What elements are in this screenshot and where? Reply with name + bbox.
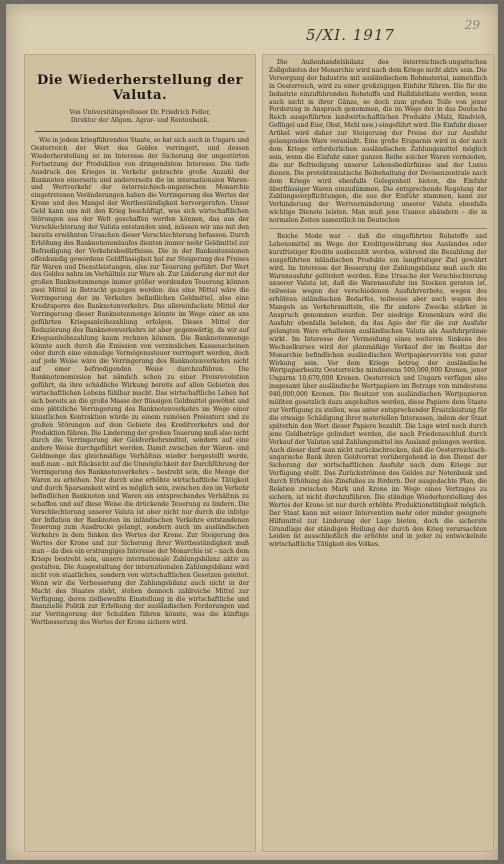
scrapbook-page	[6, 4, 498, 860]
article-author: Von Universitätsprofessor Dr. Friedrich Feller,	[69, 109, 211, 116]
paragraph: Die Außenhandelsbilanz des österreichisch-ungarischen Zollgebietes der Monarchie wird nach dem Kriege nicht aktiv sein. Die Versorgung der Industrie mit ausländischem Rohmaterial, namentlich in Oesterreich, wird zu einer großzügigen Einfuhr führen. Die für die Industrie einzuführenden Rohstoffe und Halbfabrikate werden, wenn auch nicht in ihrer Gänze, so doch zum großen Teile von jener Forderung in Anspruch genommen, die im Wege der in das Deutsche Reich ausgeführten landwirtschaftlichen Produkte (Malz, Rindvieh, Geflügel und Eier, Obst, Mehl usw.) eingeführt wird. Die Einfuhr dieser Artikel wird daher zur Steigerung der Preise der zur Ausfuhr gelangenden Ware veranlaßt. Eine große Ersparnis wird in der nach dem Kriege erforderlichen ausländischen Zahlungsmittel möglich sein, wenn die Einfuhr einer ganzen Reihe solcher Waren vermieden, die zur Befriedigung unserer Lebensbedürfnisse und der Luxus dienen. Die protektionistische Beibehaltung der Devisenzentrale nach dem Kriege wird ebenfalls Gelegenheit bieten, die Einfuhr überflüssiger Waren einzudämmen. Die entsprechende Regelung der Zahlungsverpflichtungen, die aus der Einfuhr stammen, kann zur Verhinderung der Wertverminderung unserer Valuta ebenfalls wichtige Dienste leisten. Man muß jene Usance abändern – die in normalen Zeiten namentlich im Deutschen	[269, 59, 487, 225]
article-body-left	[31, 137, 249, 627]
newspaper-clipping-left	[24, 54, 256, 852]
newspaper-clipping-right	[262, 54, 494, 852]
article-title: Die Wiederherstellung der Valuta.	[36, 73, 244, 103]
title-rule	[35, 131, 245, 132]
article-author-title: Direktor der Allgem. Agrar- und Rentenbank.	[70, 117, 210, 124]
handwritten-date: 5/XI. 1917	[306, 26, 395, 44]
paragraph: Reiche Mode war – daß die eingeführten Rohstoffe und Lebensmittel im Wege der Kreditgewährung des Auslandes oder kurzfristiger Kredite ausbezahlt werden, während die Bezahlung der ausgeführten inländischen Produkte ein langfristiger Ziel gewährt wird. Im Interesse der Besserung der Zahlungsbilanz muß auch die Warenausfuhr gefördert werden. Eine Ursache der Verschlechterung unserer Valuta ist, daß die Warenausfuhr ins Stocken geraten ist, teilweise wegen der verschiedenen Ausfuhrverbote, wegen des erhöhten inländischen Bedarfes, teilweise aber auch wegen des Mangels an Verkehrsmitteln, die für andere Zwecke stärker in Anspruch genommen wurden. Der niedrige Kronenkurs wird die Ausfuhr ebenfalls beleben, da das Agio der für die zur Ausfuhr gelangten Ware erhaltenen ausländischen Valuta als Ausfuhrprämie wirkt. Im Interesse der Vermeidung eines weiteren Sinkens des Wechselkurses wird der planmäßige Verkauf der im Besitze der Monarchie befindlichen ausländischen Wertpapiervorräte von guter Wirkung sein. Vor dem Kriege betrug der ausländische Wertpapierbesitz Oesterreichs mindestens 500,000,000 Kronen, jener Ungarns 10,670,000 Kronen. Oesterreich und Ungarn verfügen also insgesamt über ausländische Wertpapiere im Betrage von mindestens 940,000,000 Kronen. Die Besitzer von ausländischen Wertpapieren müßten gesetzlich dazu angehalten werden, diese Papiere dem Staate zur Verfügung zu stellen, was unter entsprechender Ersatzleistung für die etwaige Schädigung ihrer materiellen Interessen, indem der Staat späterhin den Wert dieser Papiere bezahlt. Die Lage wird noch durch jene Geldbeträge gelindert werden, die nach Friedensschluß durch Verkauf der Valuten und Zahlungsmittel ins Ausland gelangen werden. Auch dieser darf man nicht zurückschrecken, daß die Oesterreichisch-ungarische Bank ihren Goldvorrat vorübergehend in den Dienst der Sicherung der wirtschaftlichen Ausfuhr nach dem Kriege zur Verfügung stellt. Das Zurückströmen des Geldes zur Notenbank und durch Erhöhung des Zinsfußes zu fördern. Der ausgedachte Plan, die Relation zwischen Mark und Krone im Wege eines Vertrages zu sichern, ist nicht durchzuführen. Die ständige Wiederherstellung des Wertes der Krone ist nur durch erhöhte Produktionstätigkeit möglich. Der Staat kann mit seiner Intervention mehr oder minder geeignete Hilfsmittel zur Linderung der Lage bieten, doch die sicherste Grundlage der ständigen Heilung der durch den Krieg verursachten Leiden ist ausschließlich die erhöhte und in jeder zu entwickelnde wirtschaftliche Tätigkeit des Volkes.	[269, 233, 487, 549]
page-number: 29	[464, 18, 480, 32]
paragraph: Wie in jedem kriegführenden Staate, so hat sich auch in Ungarn und Oesterreich der Wert des Geldes verringert, und dessen Wiederherstellung ist im Interesse der Sicherung der ungestörten Fortsetzung der Produktion von dringendstem Interesse. Die tiefe Ausdruck des Krieges in Verkehr gebrachte große Anzahl der Banknoten einerseits und andererseits die im internationalen Waren- und Wertverkehr der österreichisch-ungarischen Monarchie eingetretenen Veränderungen haben die Verringerung des Wertes der Krone und des Mangel der Wertbeständigkeit hervorgerufen. Unser Geld kann uns mit den Krieg beschäftigt, was sich wirtschaftlichen Störungen aus der Welt geschaffen werden können, das aus der Verschlechterung der Valuta entstanden sind, müssen wir uns mit den bereits erwähnten Ursachen dieser Verschlechterung befassen. Durch Erhöhung des Banknotenumlaufes dienten immer mehr Geldmittel zur Befriedigung der Verkehrsbedürfnisse. Die in der Bankentensionen offenkundig gewordene Geldflüssigkeit hat zur Steigerung des Preises für Waren und Dienstleistungen, also zur Teuerung geführt. Der Wert des Geldes nahm im Verhältnis zur Ware ab. Zur Linderung der mit der großen Banknotenmenge immer größer werdenden Teuerung können zwei Mittel in Betracht gezogen werden: das eine Mittel wäre die Verringerung der im Verkehre befindlichen Geldmittel, also eine Kreditsperre des Banknotenverkehrs. Das allereinfachste Mittel der Verringerung dieser Banknotenmenge könnte im Wege einer an uns geführten Kriegsanleihezahlung erfolgen. Dieses Mittel der Reduzierung des Banknotenverkehrs ist aber gegenwärtig, da wir auf Kriegsanleihezahlung kaum rechnen können. Die Banknotenmenge könnte auch durch die Emission von verzinslichen Kassenscheinen oder durch eine einmalige Vermögenssteuer verringert werden, doch auf jede Weise wäre die Verringerung des Banknotenverkehrs nicht auf einer befriedigenden Weise durchzuführen. Die Banknotenemission hat nämlich schon zu einer Preisrevolution geführt, da ihre schädliche Wirkung bereits auf allen Gebieten des wirtschaftlichen Lebens fühlbar macht. Das wirtschaftliche Leben hat sich bereits an die große Masse der flüssigen Geldmittel gewöhnt und eine plötzliche Verringerung des Banknotenverkehrs im Wege einer künstlichen Kontraktion würde zu einem ruinösen Preissturz und zu großen Störungen auf dem Gebiete des Kreditverkehrs und der Produktion führen. Die Linderung der großen Teuerung muß also nicht durch die Verringerung der Geldverkehrsmittel, sondern auf eine andere Weise durchgeführt werden. Damit zwischen der Waren- und Geldmenge das gleichmäßige Verhältnis wieder hergestellt werde, muß man – mit Rücksicht auf die Unmöglichkeit der Durchführung der Verringerung des Banknotenverkehrs – bestrebt sein, die Menge der Waren zu erhöhen. Nur durch eine erhöhte wirtschaftliche Tätigkeit und durch Sparsamkeit wird es möglich sein, zwischen den im Verkehr befindlichen Banknoten und Waren ein entsprechendes Verhältnis zu schaffen und auf diese Weise die drückende Teuerung zu lindern. Die Verschlechterung unserer Valuta ist aber nicht nur durch die infolge der Inflation der Banknoten im inländischen Verkehre entstandenen Teuerung zum Ausdrucke gelangt, sondern auch im ausländischen Verkehre in dem Sinken des Wertes der Krone. Zur Steigerung des Wertes der Krone und zur Sicherung ihrer Wertbeständigkeit muß man – da dies ein erstrangiges Interesse der Monarchie ist – nach dem Kriege bestrebt sein, unsere internationale Zahlungsbilanz aktiv zu gestalten. Die Ausgestaltung der internationalen Zahlungsbilanz wird nicht von staatlichen, sondern von wirtschaftlichen Gesetzen geleitet. Wenn wir die Verbesserung der Zahlungsbilanz auch nicht in der Macht des Staates steht, stehen dennoch zahlreiche Mittel zur Verfügung, deren zielbewußte Einstellung in die wirtschaftliche und finanzielle Politik zur Erhöhung der ausländischen Forderungen und zur Verringerung der Schulden führen könnte, was die künftige Wertbesserung des Wertes der Krone sichern wird.	[31, 137, 249, 627]
article-body-right-bottom	[269, 233, 487, 549]
column-divider	[269, 228, 487, 229]
article-body-right-top	[269, 59, 487, 225]
